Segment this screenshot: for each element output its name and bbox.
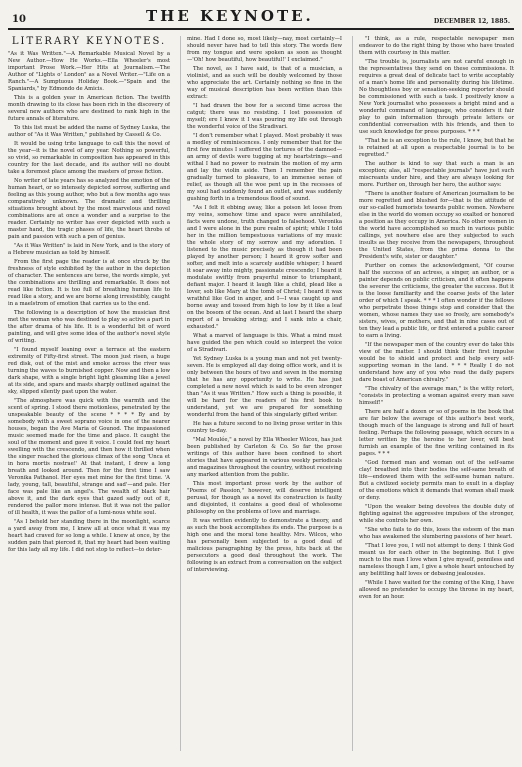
- column-1: [8, 36, 170, 751]
- article-paragraph: "I had drawn the bow for a second time across the catgut; there was no resisting. I lost possession of myself; ere I knew it I was pouring my life out through the wonderful voice of the Stradivari.: [187, 103, 342, 130]
- article-paragraph: From the first page the reader is at once struck by the freshness of style exhibited by the author in the depiction of character. The sentences are terse, the words simple, yet the combinations are thrilling and remarkable. It does not read like fiction. It is too full of breathing human life to read like a story, and we are borne along irresistibly, caught in a maelstrom of emotion that carries us to the end.: [8, 259, 170, 307]
- article-paragraph: "Mal Moulée," a novel by Ella Wheeler Wilcox, has just been published by Carleton & Co. So far the prose writings of this author have been confined to short stories that have appeared in various weekly periodicals and magazines throughout the country, without receiving any marked attention from the public.: [187, 437, 342, 478]
- article-paragraph: "She who fails to do this, loses the esteem of the man who has awakened the slumbering passions of her heart.: [359, 527, 514, 540]
- article-columns: [8, 36, 514, 751]
- article-paragraph: "That he is an exception to the rule, I know, but that he is retained at all upon a respectable journal is to be regretted.": [359, 138, 514, 158]
- article-paragraph: "Upon the weaker being devolves the double duty of fighting against the aggressive impulses of the stronger, while she controls her own.: [359, 504, 514, 524]
- article-paragraph: "I found myself leaning over a terrace at the eastern extremity of Fifty-first street. The moon just risen, a huge red disk, out of the mist and smoke across the river was turning the waves to burnished copper. Now and then a low dark shape, with a single bright light gleaming like a jewel at its side, and spars and masts sharply outlined against the sky, slipped silently past upon the water.: [8, 347, 170, 395]
- article-paragraph: "The chivalry of the average man," is the witty retort, "consists in protecting a woman against every man save himself!": [359, 386, 514, 406]
- article-paragraph: mine. Had I done so, most likely—nay, most certainly—I should never have had to tell this story. The words flew from my tongue and were spoken as soon as thought—'Oh! how beautiful, how beautiful!' I exclaimed.": [187, 36, 342, 63]
- masthead-title: THE KEYNOTE.: [146, 7, 314, 25]
- newspaper-page: [8, 8, 514, 751]
- article-paragraph: "If the newspaper men of the country ever do take this view of the matter. I should think their first impulse would be to shield and protect and help every self-supporting woman in the land. * * * Really I do not understand how any of you who read the daily papers dare boast of American chivalry.": [359, 342, 514, 383]
- article-paragraph: "As it Was Written" is laid in New York, and is the story of a Hebrew musician as told by himself.: [8, 243, 170, 256]
- article-paragraph: "God formed man and woman out of the self-same clay! breathed into their bodies the self-same breath of life—endowed them with the self-same human nature. But a civilized society permits man to exult in a display of the emotions which it demands that woman shall mask or deny.: [359, 460, 514, 501]
- article-paragraph: It was written evidently to demonstrate a theory, and as such the book accomplishes its ends. The purpose is a high one and the moral tone healthy. Mrs. Wilcox, who has personally been subjected to a good deal of malicious paragraphing by the press, hits back at the persecutors a good deal throughout the work. The following is an extract from a conversation on the subject of interviewing.: [187, 518, 342, 573]
- article-paragraph: "While I have waited for the coming of the King, I have allowed no pretender to occupy the throne in my heart, even for an hour.: [359, 580, 514, 600]
- article-paragraph: This most important prose work by the author of "Poems of Passion," however, will deserve intelligent perusal, for though as a novel its construction is faulty and disjointed, it contains a good deal of wholesome philosophy on the problems of love and marriage.: [187, 481, 342, 515]
- article-paragraph: There are half a dozen or so of poems in the book that are far below the average of this author's best work, though much of the language is strong and full of heart feeling. Perhaps the following passage, which occurs in a letter written by the heroine to her lover, will best furnish an example of the fine writing contained in its pages. * * *: [359, 409, 514, 457]
- issue-date: DECEMBER 12, 1885.: [433, 18, 510, 25]
- article-paragraph: "I think, as a rule, respectable newspaper men endeavor to do the right thing by those who have treated them with courtesy in this matter.: [359, 36, 514, 56]
- article-summary: "As it Was Written."—A Remarkable Musical Novel by a New Author.—How He Works.—Ella Wheeler's most important Prose Work.—Her Hits at Journalism.—The Author of "Lights o' London" as a Novel Writer.—"Life on a Ranch."—A Sumptuous Holiday Book.—"Spain and the Spaniards," by Edmondo de Amicis.: [8, 51, 170, 92]
- article-paragraph: "As I felt it ebbing away, like a poison let loose from my veins, somehow time and space were annihilated, facts were undone, truth changed to falsehood. Veronika and I were alone in the pure realm of spirit; while I told her in the million tempestuous variations of my music the whole story of my sorrow and my adoration. I listened to the music precisely as though it had been played by another person; I heard it grow softer and softer, and melt into a scarcely audible whisper; I heard it soar away into mighty, passionate crescendo; I heard it modulate swiftly from prayerful minor to triumphant, defiant major. I heard it laugh like a child, plead like a lover, sob like Mary at the tomb of Christ; I heard it wax wrathful like God in anger, and I—I was caught up and borne away and tossed from high to low by it like a leaf on the bosom of the ocean. And at last I heard the sharp report of a breaking string; and I sank into a chair, exhausted.": [187, 205, 342, 330]
- column-2: [180, 36, 342, 751]
- article-paragraph: "I don't remember what I played. Most probably it was a medley of reminiscences. I only remember that for the first few minutes I suffered the tortures of the damned—an army of devils were tugging at my heartstrings—and withal I had no power to restrain the motion of my arm and lay the violin aside. Then I remember the pain gradually turned to pleasure, to an immense sense of relief, as though all the woe pent up in the recesses of my soul had suddenly found an outlet, and was suddenly gushing forth in a tremendous flood of sound.: [187, 133, 342, 202]
- article-paragraph: "The atmosphere was quick with the warmth and the scent of spring. I stood there motionless, penetrated by the unspeakable beauty of the scene * * * * By and by somebody with a sweet soprano voice in one of the nearer houses, began the Ave Maria of Gounod. The impassioned music seemed made for the time and place. It caught the soul of the moment and gave it voice. I could feel my heart swelling with the crescendo, and then how it thrilled when the singer reached the glorious climax of the song 'Unca et in hora mortis nostrae!' At that instant, I drew a long breath and looked around. Then for the first time I saw Veronika Pathanol. Her eyes met mine for the first time. 'A lady, young, tall, beautiful, strange and sad'—and pale. Her face was pale like an angel's. The wealth of black hair above it, and the dark eyes that gazed sadly out of it, rendered the pallor more intense. But it was not the pallor of ill health, it was the pallor of a lumi-nous white soul.: [8, 398, 170, 516]
- page-header: [8, 8, 514, 30]
- article-paragraph: Yet Sydney Luska is a young man and not yet twenty-seven. He is employed all day doing office work, and it is only between the hours of two and seven in the morning that he has any opportunity to write. He has just completed a new novel which is said to be even stronger than "As it was Written." How such a thing is possible, it will be hard for the readers of his first book to understand, yet we are prepared for something wonderful from the hand of this singularly gifted writer.: [187, 356, 342, 418]
- article-paragraph: To this list must be added the name of Sydney Luska, the author of "As it Was Written," published by Cassell & Co.: [8, 125, 170, 138]
- article-paragraph: The author is kind to say that such a man is an exception; alas, all "respectable journals" have just such miscreants under hire, and they are always looking for more. Further on, through her hero, the author says:: [359, 161, 514, 188]
- article-paragraph: He has a future second to no living prose writer in this country to-day.: [187, 421, 342, 434]
- article-paragraph: It would be using trite language to call this the novel of the year—it is the novel of any year. Nothing so powerful, so vivid, so remarkable in composition has appeared in this country for the last decade, and its author will no doubt take a foremost place among the masters of prose fiction.: [8, 141, 170, 175]
- article-paragraph: "That I love you, I will not attempt to deny. I think God meant us for each other in the beginning. But I give much to the man I love when I give myself, penniless and nameless though I am, I give a whole heart untouched by any belittling half loves or debasing jealousies.: [359, 543, 514, 577]
- section-heading: LITERARY KEYNOTES.: [11, 36, 167, 47]
- article-paragraph: The following is a description of how the musician first met the woman who was destined to play so active a part in the after drama of his life. It is a wonderful bit of word painting, and will give some idea of the author's novel style of writing.: [8, 310, 170, 344]
- article-paragraph: This is a golden year in American fiction. The twelfth month drawing to its close has been rich in the discovery of several new authors who are destined to rank high in the future annals of literature.: [8, 95, 170, 122]
- article-paragraph: "As I beheld her standing there in the moonlight, scarce a yard away from me, I knew all at once what it was my heart had craved for so long a while. I knew at once, by the sudden pain that pierced it, that my heart had been waiting for this lady all my life. I did not stop to reflect—to deter-: [8, 519, 170, 553]
- article-paragraph: What a marvel of language is this. What a mind must have guided the pen which could so interpret the voice of a Stradivari.: [187, 333, 342, 353]
- column-3: [352, 36, 514, 751]
- page-number: 10: [12, 14, 26, 25]
- article-paragraph: "The trouble is, journalists are not careful enough in the representatives they send on these commissions. It requires a great deal of delicate tact to write acceptably of a man's home life and personality during his lifetime. No thoughtless boy or sensation-seeking reporter should be commissioned with such a task. I positively know a New York journalist who possesses a bright mind and a wonderful command of language, who considers it fair play to gain information through private letters or confidential conversation with his friends, and then to use such knowledge for press purposes. * * *: [359, 59, 514, 135]
- article-paragraph: Further on comes the acknowledgment, "Of course half the success of an actress, a singer, an author, or a painter depends on public criticism, and it often happens the severer the criticisms, the greater the success. But it is the loose familiarity and the coarse jests of the later order of which I speak. * * * I often wonder if the fellows who perpetrate those things stop and consider that the women, whose names they use so freely, are somebody's sisters, wives, or mothers, and that in nine cases out of ten they lead a public life, or first entered a public career to earn a living.: [359, 263, 514, 339]
- article-paragraph: "There is another feature of American journalism to be more regretted and blushed for—that is the attitude of our so-called humorists towards public women. Nowhere else in the world do women occupy so exalted or honored a position as they occupy in America. No other women in the world have accomplished so much in various public callings, yet nowhere else are they subjected to such insults as they receive from the newspapers, throughout the United States, from the prima donna to the President's wife, sister or daughter.": [359, 191, 514, 260]
- article-paragraph: The novel, as I have said, is that of a musician, a violinist, and as such will be doubly welcomed by those who appreciate the art. Certainly nothing so fine in the way of musical description has been written than this extract:: [187, 66, 342, 100]
- article-paragraph: No writer of late years has so analyzed the emotion of the human heart, or so intensely depicted sorrow, suffering and feeling as this young author, who but a few months ago was comparatively unknown. The dramatic and thrilling situations brought about by the most marvelous and novel combinations are at once a wonder and a surprise to the reader. Certainly no writer has ever depicted with such a master hand, the tragic phases of life, the heart throbs of pain and passion with such a pen of genius.: [8, 178, 170, 240]
